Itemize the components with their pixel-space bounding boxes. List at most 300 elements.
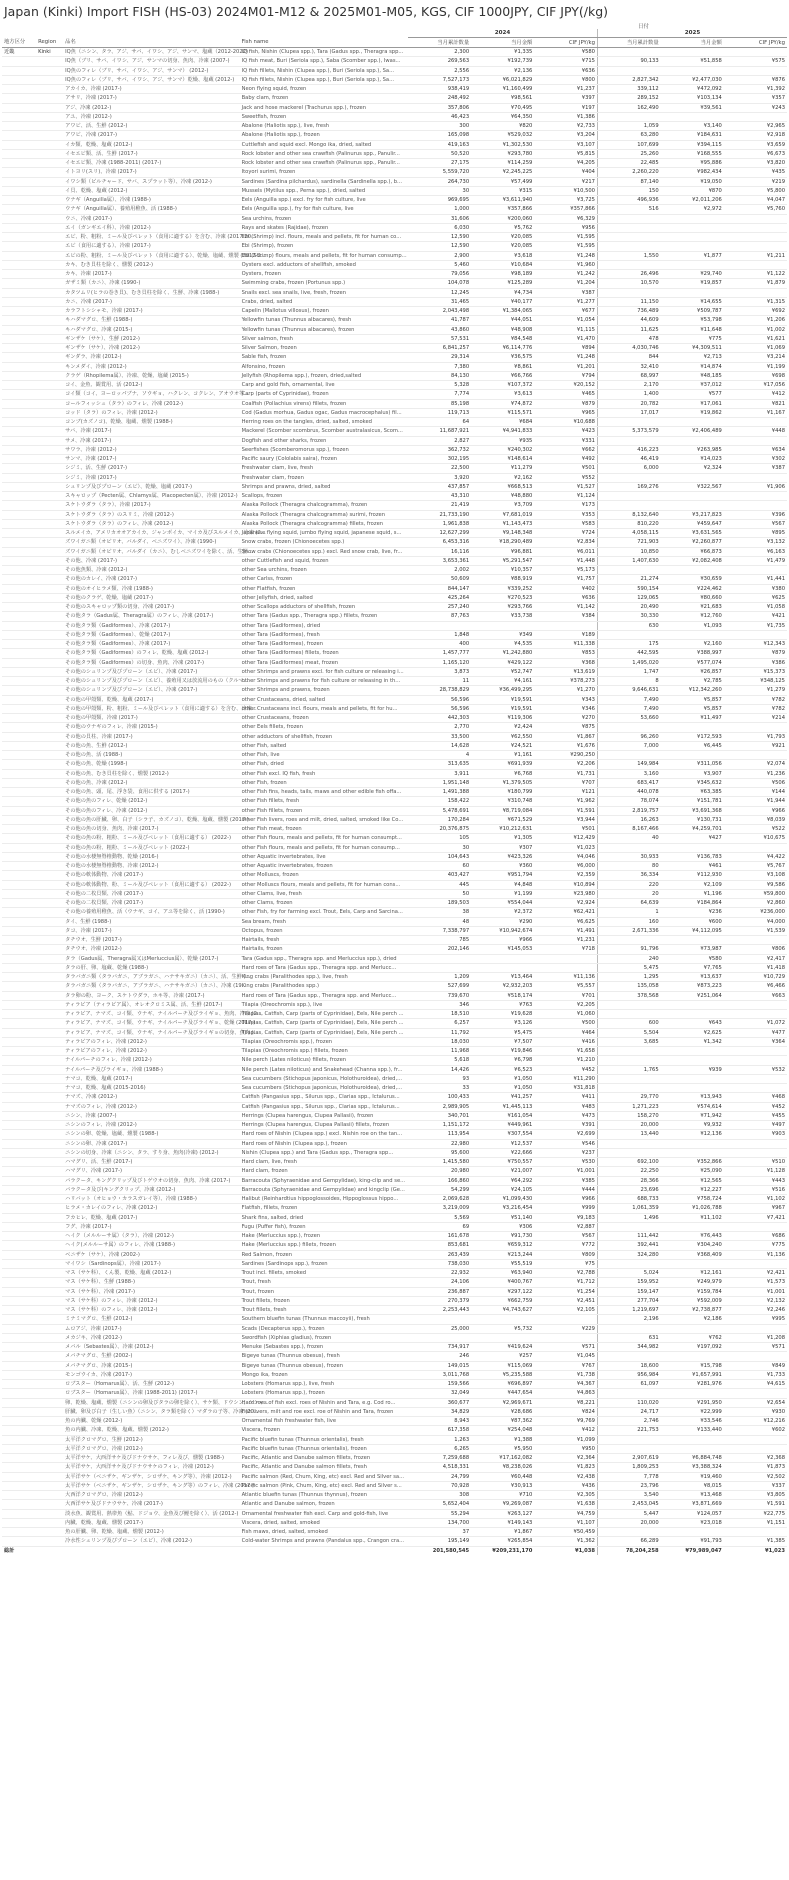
table-row[interactable]	[2, 48, 787, 57]
table-row[interactable]	[2, 1176, 787, 1185]
table-row[interactable]	[2, 1084, 787, 1093]
table-row[interactable]	[2, 732, 787, 741]
qty-2025-cell: 21,274	[597, 575, 660, 584]
qty-2024-header[interactable]: 当月累計数量	[408, 38, 471, 48]
table-row[interactable]	[2, 686, 787, 695]
table-row[interactable]	[2, 1454, 787, 1463]
qty-2025-cell: 440,078	[597, 788, 660, 797]
table-row[interactable]	[2, 1491, 787, 1500]
table-row[interactable]	[2, 1269, 787, 1278]
value-2025-cell: ¥2,260,877	[661, 538, 724, 547]
value-2024-cell: ¥149,143	[471, 1518, 534, 1527]
en-name-cell: Yellowfin tunas (Thunnus albacares), fresh	[240, 316, 408, 325]
table-row[interactable]	[2, 492, 787, 501]
table-row[interactable]	[2, 473, 787, 482]
value-2025-cell: ¥12,227	[661, 1185, 724, 1194]
table-row[interactable]	[2, 482, 787, 491]
table-row[interactable]	[2, 963, 787, 972]
table-row[interactable]	[2, 1361, 787, 1370]
table-row[interactable]	[2, 1065, 787, 1074]
region-cell	[36, 788, 63, 797]
value-2024-cell: ¥192,739	[471, 57, 534, 66]
table-row[interactable]	[2, 621, 787, 630]
value-2024-cell: ¥339,252	[471, 584, 534, 593]
table-row[interactable]	[2, 418, 787, 427]
region-cell	[36, 214, 63, 223]
unit-2025-header[interactable]: CIF JPY/kg	[724, 38, 787, 48]
table-row[interactable]	[2, 1000, 787, 1009]
region-cell	[36, 131, 63, 140]
table-row[interactable]	[2, 1472, 787, 1481]
table-row[interactable]	[2, 899, 787, 908]
table-row[interactable]	[2, 205, 787, 214]
table-row[interactable]	[2, 1241, 787, 1250]
table-row[interactable]	[2, 1315, 787, 1324]
table-row[interactable]	[2, 112, 787, 121]
en-name-cell: Tilapia (Oreochromis spp.), live	[240, 1000, 408, 1009]
value-2025-cell: ¥2,186	[661, 1315, 724, 1324]
value-2025-cell: ¥2,785	[661, 677, 724, 686]
table-row[interactable]	[2, 149, 787, 158]
table-row[interactable]	[2, 1158, 787, 1167]
table-row[interactable]	[2, 640, 787, 649]
table-row[interactable]	[2, 1213, 787, 1222]
value-2024-cell: ¥2,932,203	[471, 982, 534, 991]
value-2025-cell: ¥21,683	[661, 603, 724, 612]
table-row[interactable]	[2, 1047, 787, 1056]
table-row[interactable]	[2, 1500, 787, 1509]
qty-2024-cell: 14,628	[408, 741, 471, 750]
en-name-cell: Sardines (Sardinops spp.), frozen	[240, 1259, 408, 1268]
unit-price-2025-cell	[724, 1000, 787, 1009]
en-name-cell: Catfish (Pangasius spp., Silurus spp., Clarias spp., Ictalurus...	[240, 1093, 408, 1102]
qty-2025-cell: 40	[597, 834, 660, 843]
table-row[interactable]	[2, 825, 787, 834]
unit-price-2025-cell: ¥455	[724, 1111, 787, 1120]
en-name-cell: other Aquatic invertebrates, live	[240, 852, 408, 861]
qty-2025-cell: 107,699	[597, 140, 660, 149]
region-jp-cell	[2, 510, 36, 519]
en-name-cell: other Tara (Gadiformes) meat, frozen	[240, 658, 408, 667]
table-row[interactable]	[2, 260, 787, 269]
table-row[interactable]	[2, 945, 787, 954]
region-cell	[36, 1176, 63, 1185]
value-2025-cell: ¥4,112,095	[661, 926, 724, 935]
jp-name-cell: その他の魚、生鮮 (2012-)	[63, 741, 239, 750]
table-row[interactable]	[2, 723, 787, 732]
unit-price-2024-cell: ¥412	[534, 1426, 597, 1435]
table-row[interactable]	[2, 519, 787, 528]
qty-2024-cell: 5,569	[408, 1213, 471, 1222]
qty-2024-cell: 14,426	[408, 1065, 471, 1074]
table-row[interactable]	[2, 1417, 787, 1426]
table-row[interactable]	[2, 593, 787, 602]
unit-price-2025-cell: ¥144	[724, 788, 787, 797]
table-row[interactable]	[2, 815, 787, 824]
region-jp-cell	[2, 436, 36, 445]
table-row[interactable]	[2, 630, 787, 639]
jp-name-cell: ベニザケ（サケ）、冷凍 (2002-)	[63, 1250, 239, 1259]
region-jp-cell	[2, 704, 36, 713]
table-row[interactable]	[2, 529, 787, 538]
table-row[interactable]	[2, 371, 787, 380]
table-row[interactable]	[2, 288, 787, 297]
jp-name-cell: シジミ、冷凍 (2017-)	[63, 473, 239, 482]
table-row[interactable]	[2, 584, 787, 593]
unit-price-2024-cell: ¥853	[534, 649, 597, 658]
table-row[interactable]	[2, 233, 787, 242]
table-row[interactable]	[2, 667, 787, 676]
table-row[interactable]	[2, 159, 787, 168]
unit-price-2024-cell: ¥715	[534, 57, 597, 66]
table-row[interactable]	[2, 1435, 787, 1444]
table-row[interactable]	[2, 1195, 787, 1204]
table-row[interactable]	[2, 279, 787, 288]
table-row[interactable]	[2, 270, 787, 279]
region-jp-cell	[2, 741, 36, 750]
table-row[interactable]	[2, 556, 787, 565]
region-jp-cell	[2, 538, 36, 547]
region-cell	[36, 760, 63, 769]
table-row[interactable]	[2, 1259, 787, 1268]
qty-2024-cell: 739,670	[408, 991, 471, 1000]
qty-2024-cell: 308	[408, 1491, 471, 1500]
en-name-cell: Bigeye tunas (Thunnus obesus), fresh	[240, 1352, 408, 1361]
table-row[interactable]	[2, 1352, 787, 1361]
en-name-cell: Nile perch (Lates niloticus) fillets, frozen	[240, 1056, 408, 1065]
table-row[interactable]	[2, 862, 787, 871]
unit-price-2024-cell: ¥436	[534, 1481, 597, 1490]
table-row[interactable]	[2, 575, 787, 584]
table-row[interactable]	[2, 297, 787, 306]
value-2024-cell: ¥750,557	[471, 1158, 534, 1167]
qty-2024-cell: 30	[408, 186, 471, 195]
table-row[interactable]	[2, 427, 787, 436]
region-jp-cell	[2, 1028, 36, 1037]
table-row[interactable]	[2, 1426, 787, 1435]
region-jp-header[interactable]: 地方区分	[2, 38, 36, 48]
table-row[interactable]	[2, 66, 787, 75]
region-header[interactable]: Region	[36, 38, 63, 48]
table-row[interactable]	[2, 751, 787, 760]
value-2025-cell	[661, 1389, 724, 1398]
table-row[interactable]	[2, 649, 787, 658]
table-row[interactable]	[2, 760, 787, 769]
value-2024-cell: ¥91,730	[471, 1232, 534, 1241]
table-row[interactable]	[2, 1019, 787, 1028]
unit-price-2025-cell	[724, 242, 787, 251]
value-2025-cell	[661, 936, 724, 945]
qty-2024-cell: 16,116	[408, 547, 471, 556]
table-row[interactable]	[2, 1407, 787, 1416]
value-2025-cell: ¥2,109	[661, 880, 724, 889]
table-row[interactable]	[2, 436, 787, 445]
table-row[interactable]	[2, 75, 787, 84]
table-row[interactable]	[2, 1148, 787, 1157]
table-row[interactable]	[2, 131, 787, 140]
qty-2025-cell: 240	[597, 954, 660, 963]
table-row[interactable]	[2, 94, 787, 103]
jp-name-cell: カキ、冷凍 (2017-)	[63, 270, 239, 279]
value-2025-cell: ¥26,857	[661, 667, 724, 676]
table-row[interactable]	[2, 1185, 787, 1194]
table-row[interactable]	[2, 103, 787, 112]
region-jp-cell	[2, 1065, 36, 1074]
value-2025-cell: ¥19,460	[661, 1472, 724, 1481]
jp-name-header[interactable]: 品名	[63, 38, 239, 48]
table-row[interactable]	[2, 325, 787, 334]
table-row[interactable]	[2, 168, 787, 177]
table-row[interactable]	[2, 362, 787, 371]
table-row[interactable]	[2, 464, 787, 473]
table-row[interactable]	[2, 85, 787, 94]
table-row[interactable]	[2, 677, 787, 686]
table-row[interactable]	[2, 982, 787, 991]
qty-2024-cell: 3,873	[408, 667, 471, 676]
unit-price-2024-cell: ¥1,638	[534, 1500, 597, 1509]
region-cell	[36, 714, 63, 723]
en-name-cell: Seerfishes (Scomberomorus spp.), frozen	[240, 445, 408, 454]
value-2025-cell	[661, 566, 724, 575]
region-jp-cell	[2, 1500, 36, 1509]
table-row[interactable]	[2, 566, 787, 575]
region-jp-cell	[2, 649, 36, 658]
qty-2024-cell: 4,518,331	[408, 1463, 471, 1472]
jp-name-cell: ギンザケ（サケ）、生鮮 (2012-)	[63, 334, 239, 343]
value-2024-cell: ¥447,654	[471, 1389, 534, 1398]
unit-price-2025-cell: ¥2,965	[724, 122, 787, 131]
table-row[interactable]	[2, 1528, 787, 1537]
table-row[interactable]	[2, 603, 787, 612]
table-row[interactable]	[2, 1537, 787, 1546]
table-row[interactable]	[2, 1518, 787, 1527]
table-row[interactable]	[2, 1389, 787, 1398]
table-row[interactable]	[2, 1287, 787, 1296]
table-row[interactable]	[2, 973, 787, 982]
value-2025-cell: ¥136,783	[661, 852, 724, 861]
table-row[interactable]	[2, 936, 787, 945]
table-row[interactable]	[2, 1028, 787, 1037]
table-row[interactable]	[2, 1130, 787, 1139]
table-row[interactable]	[2, 843, 787, 852]
unit-price-2024-cell: ¥385	[534, 1176, 597, 1185]
table-row[interactable]	[2, 1278, 787, 1287]
table-row[interactable]	[2, 1232, 787, 1241]
table-body	[2, 48, 787, 1547]
qty-2025-cell: 516	[597, 205, 660, 214]
value-2024-cell: ¥1,867	[471, 1528, 534, 1537]
table-row[interactable]	[2, 797, 787, 806]
jp-name-cell: コンブ(カズノコ)、乾燥、塩蔵、燻製 (1988-)	[63, 418, 239, 427]
region-jp-cell	[2, 297, 36, 306]
unit-price-2024-cell: ¥894	[534, 344, 597, 353]
unit-price-2024-cell: ¥444	[534, 1185, 597, 1194]
region-jp-cell	[2, 66, 36, 75]
table-row[interactable]	[2, 223, 787, 232]
unit-price-2025-cell: ¥698	[724, 371, 787, 380]
region-jp-cell	[2, 1195, 36, 1204]
value-2024-cell: ¥60,448	[471, 1472, 534, 1481]
table-row[interactable]	[2, 1250, 787, 1259]
qty-2025-cell: 2,819,757	[597, 806, 660, 815]
val-2025-header[interactable]: 当月金額	[661, 38, 724, 48]
table-row[interactable]	[2, 177, 787, 186]
value-2024-cell: ¥2,969,671	[471, 1398, 534, 1407]
en-name-header[interactable]: Fish name	[240, 38, 408, 48]
table-row[interactable]	[2, 445, 787, 454]
table-row[interactable]	[2, 1139, 787, 1148]
jp-name-cell: スルメイカ、アメリカオオアカイカ、ジャンボイカ、マイカ及びスルメイカ、冷凍 (2...	[65, 530, 266, 537]
table-row[interactable]	[2, 1093, 787, 1102]
jp-name-cell: ティラピア（ティラピア属）、オレオクロミス属、活、生鮮 (2017-)	[63, 1000, 239, 1009]
table-row[interactable]	[2, 917, 787, 926]
value-2024-cell: ¥4,848	[471, 880, 534, 889]
table-row[interactable]	[2, 501, 787, 510]
qty-2024-cell: 12,590	[408, 233, 471, 242]
unit-price-2025-cell: ¥1,128	[724, 1167, 787, 1176]
unit-price-2024-cell: ¥121	[534, 788, 597, 797]
table-row[interactable]	[2, 1204, 787, 1213]
table-row[interactable]	[2, 344, 787, 353]
table-row[interactable]	[2, 769, 787, 778]
table-row[interactable]	[2, 399, 787, 408]
table-row[interactable]	[2, 1121, 787, 1130]
qty-2025-cell: 22,485	[597, 159, 660, 168]
table-row[interactable]	[2, 991, 787, 1000]
jp-name-cell: ナマズ、冷凍 (2012-)	[63, 1093, 239, 1102]
table-row[interactable]	[2, 1370, 787, 1379]
table-row[interactable]	[2, 1306, 787, 1315]
table-row[interactable]	[2, 186, 787, 195]
table-row[interactable]	[2, 1444, 787, 1453]
table-row[interactable]	[2, 316, 787, 325]
table-row[interactable]	[2, 251, 787, 260]
qty-2025-cell	[597, 936, 660, 945]
table-row[interactable]	[2, 1324, 787, 1333]
qty-2025-cell	[597, 1389, 660, 1398]
table-row[interactable]	[2, 1167, 787, 1176]
table-row[interactable]	[2, 908, 787, 917]
unit-price-2025-cell: ¥10,729	[724, 973, 787, 982]
qty-2025-cell: 2,453,045	[597, 1500, 660, 1509]
region-jp-cell	[2, 640, 36, 649]
table-row[interactable]	[2, 381, 787, 390]
value-2024-cell: ¥145,053	[471, 945, 534, 954]
value-2024-cell: ¥3,618	[471, 251, 534, 260]
en-name-cell: Hairtails, frozen	[240, 945, 408, 954]
table-row[interactable]	[2, 704, 787, 713]
table-row[interactable]	[2, 778, 787, 787]
table-row[interactable]	[2, 1056, 787, 1065]
table-row[interactable]	[2, 954, 787, 963]
table-row[interactable]	[2, 788, 787, 797]
table-row[interactable]	[2, 122, 787, 131]
table-row[interactable]	[2, 834, 787, 843]
region-jp-cell	[2, 1019, 36, 1028]
value-2024-cell: ¥357,866	[471, 205, 534, 214]
table-row[interactable]	[2, 455, 787, 464]
en-name-cell: other Tara (Gadiformes), fresh	[240, 630, 408, 639]
region-cell	[36, 1509, 63, 1518]
table-row[interactable]	[2, 1222, 787, 1231]
unit-price-2025-cell	[724, 1056, 787, 1065]
qty-2025-cell: 220	[597, 880, 660, 889]
table-row[interactable]	[2, 695, 787, 704]
region-jp-cell	[2, 714, 36, 723]
table-row[interactable]	[2, 714, 787, 723]
qty-2024-cell: 20,980	[408, 1167, 471, 1176]
table-row[interactable]	[2, 1398, 787, 1407]
table-row[interactable]	[2, 214, 787, 223]
table-row[interactable]	[2, 242, 787, 251]
en-name-cell: Swimming crabs, frozen (Portunus spp.)	[240, 279, 408, 288]
table-row[interactable]	[2, 612, 787, 621]
unit-2024-header[interactable]: CIF JPY/kg	[534, 38, 597, 48]
table-row[interactable]	[2, 1010, 787, 1019]
unit-price-2024-cell: ¥75	[534, 1259, 597, 1268]
value-2025-cell	[661, 723, 724, 732]
value-2025-cell: ¥15,798	[661, 1361, 724, 1370]
table-row[interactable]	[2, 57, 787, 66]
table-row[interactable]	[2, 741, 787, 750]
table-row[interactable]	[2, 1463, 787, 1472]
unit-price-2025-cell: ¥9,586	[724, 880, 787, 889]
table-row[interactable]	[2, 889, 787, 898]
table-row[interactable]	[2, 926, 787, 935]
qty-2025-header[interactable]: 当月累計数量	[597, 38, 660, 48]
table-row[interactable]	[2, 538, 787, 547]
table-row[interactable]	[2, 510, 787, 519]
table-row[interactable]	[2, 140, 787, 149]
region-jp-cell	[2, 566, 36, 575]
table-row[interactable]	[2, 1509, 787, 1518]
table-row[interactable]	[2, 880, 787, 889]
region-cell	[36, 196, 63, 205]
table-row[interactable]	[2, 1111, 787, 1120]
table-row[interactable]	[2, 390, 787, 399]
table-row[interactable]	[2, 1380, 787, 1389]
region-jp-cell	[2, 593, 36, 602]
unit-price-2024-cell: ¥464	[534, 1028, 597, 1037]
table-row[interactable]	[2, 871, 787, 880]
table-row[interactable]	[2, 408, 787, 417]
table-row[interactable]	[2, 806, 787, 815]
region-jp-cell	[2, 501, 36, 510]
table-row[interactable]	[2, 1074, 787, 1083]
value-2024-cell: ¥3,709	[471, 501, 534, 510]
table-row[interactable]	[2, 334, 787, 343]
table-row[interactable]	[2, 1333, 787, 1342]
table-row[interactable]	[2, 547, 787, 556]
unit-price-2024-cell: ¥966	[534, 1195, 597, 1204]
table-row[interactable]	[2, 658, 787, 667]
table-row[interactable]	[2, 852, 787, 861]
val-2024-header[interactable]: 当月金額	[471, 38, 534, 48]
table-row[interactable]	[2, 196, 787, 205]
value-2025-cell: ¥159,784	[661, 1287, 724, 1296]
unit-price-2025-cell: ¥782	[724, 704, 787, 713]
table-row[interactable]	[2, 1296, 787, 1305]
table-row[interactable]	[2, 1102, 787, 1111]
value-2024-cell: ¥254,048	[471, 1426, 534, 1435]
table-row[interactable]	[2, 353, 787, 362]
unit-price-2024-cell: ¥2,887	[534, 1222, 597, 1231]
table-row[interactable]	[2, 1037, 787, 1046]
table-row[interactable]	[2, 1343, 787, 1352]
table-row[interactable]	[2, 307, 787, 316]
region-cell	[36, 862, 63, 871]
table-row[interactable]	[2, 1481, 787, 1490]
